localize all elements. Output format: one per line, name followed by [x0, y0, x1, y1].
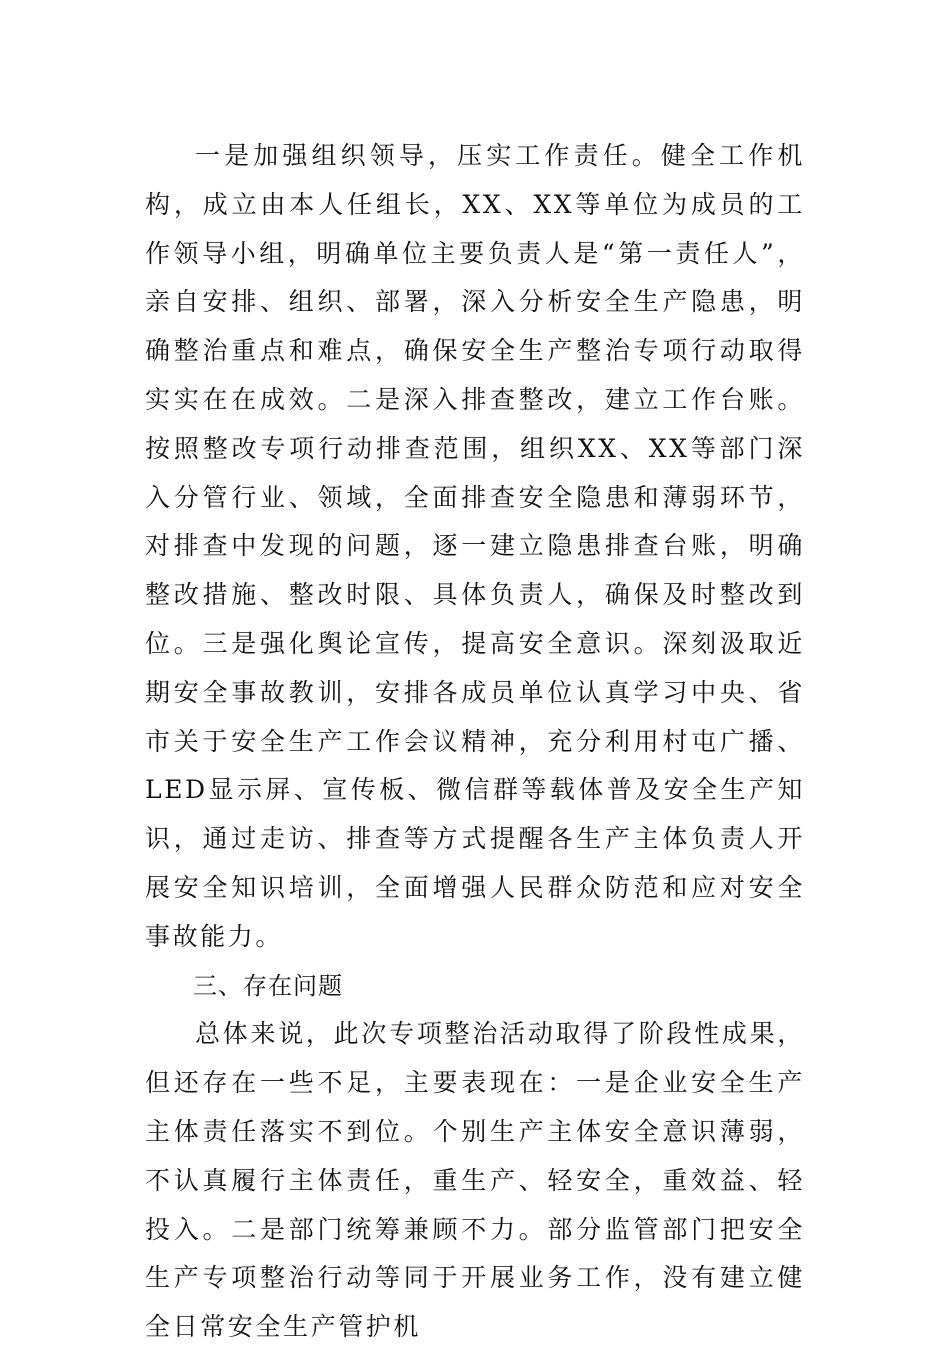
document-body [145, 132, 805, 1352]
paragraph-work-measures: 一是加强组织领导，压实工作责任。健全工作机构，成立由本人任组长，XX、XX等单位为成员的工作领导小组，明确单位主要负责人是“第一责任人”，亲自安排、组织、部署，深入分析安全生产隐患，明确整治重点和难点，确保安全生产整治专项行动取得实实在在成效。二是深入排查整改，建立工作台账。按照整改专项行动排查范围，组织XX、XX等部门深入分管行业、领域，全面排查安全隐患和薄弱环节，对排查中发现的问题，逐一建立隐患排查台账，明确整改措施、整改时限、具体负责人，确保及时整改到位。三是强化舆论宣传，提高安全意识。深刻汲取近期安全事故教训，安排各成员单位认真学习中央、省市关于安全生产工作会议精神，充分利用村屯广播、LED显示屏、宣传板、微信群等载体普及安全生产知识，通过走访、排查等方式提醒各生产主体负责人开展安全知识培训，全面增强人民群众防范和应对安全事故能力。 [145, 141, 805, 951]
section-heading-problems: 三、存在问题 [193, 971, 343, 1000]
paragraph-existing-problems: 总体来说，此次专项整治活动取得了阶段性成果，但还存在一些不足，主要表现在：一是企业安全生产主体责任落实不到位。个别生产主体安全意识薄弱，不认真履行主体责任，重生产、轻安全，重效益、轻投入。二是部门统筹兼顾不力。部分监管部门把安全生产专项整治行动等同于开展业务工作，没有建立健全日常安全生产管护机 [145, 1019, 805, 1342]
